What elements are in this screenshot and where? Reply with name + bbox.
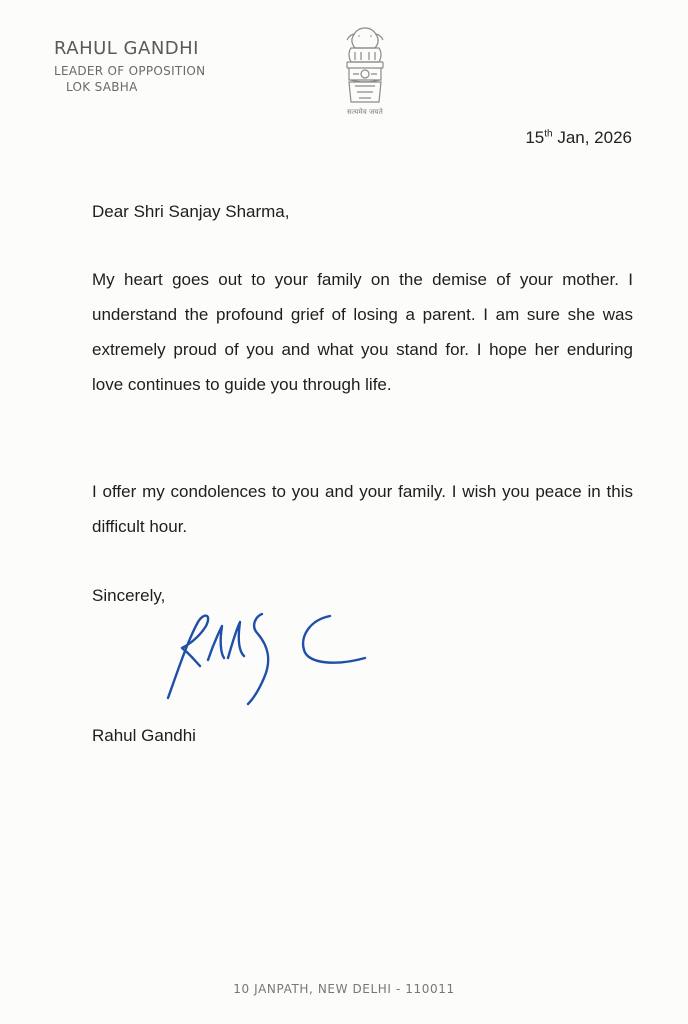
letter-date <box>525 128 632 148</box>
national-emblem-icon <box>333 22 397 118</box>
footer-address: 10 JANPATH, NEW DELHI - 110011 <box>233 982 455 996</box>
salutation: Dear Shri Sanjay Sharma, <box>92 202 290 221</box>
emblem-motto: सत्यमेव जयते <box>347 109 383 116</box>
body-paragraph-2: I offer my condolences to you and your family. I wish you peace in this difficult hour. <box>92 482 633 536</box>
letterhead-name: RAHUL GANDHI <box>54 38 199 59</box>
handwritten-signature <box>160 600 380 710</box>
letterhead-designation: LEADER OF OPPOSITION <box>54 64 206 78</box>
signer-name: Rahul Gandhi <box>92 726 196 745</box>
closing: Sincerely, <box>92 586 166 605</box>
date-month-year: Jan, 2026 <box>552 128 632 147</box>
letterhead-house: LOK SABHA <box>66 80 138 94</box>
body-paragraph-1: My heart goes out to your family on the demise of your mother. I understand the profound grief of losing a parent. I am sure she was extremely proud of you and what you stand for. I hope her enduring love continues to guide you through life. <box>92 270 633 394</box>
date-suffix: th <box>544 128 553 140</box>
date-day: 15 <box>525 128 545 147</box>
